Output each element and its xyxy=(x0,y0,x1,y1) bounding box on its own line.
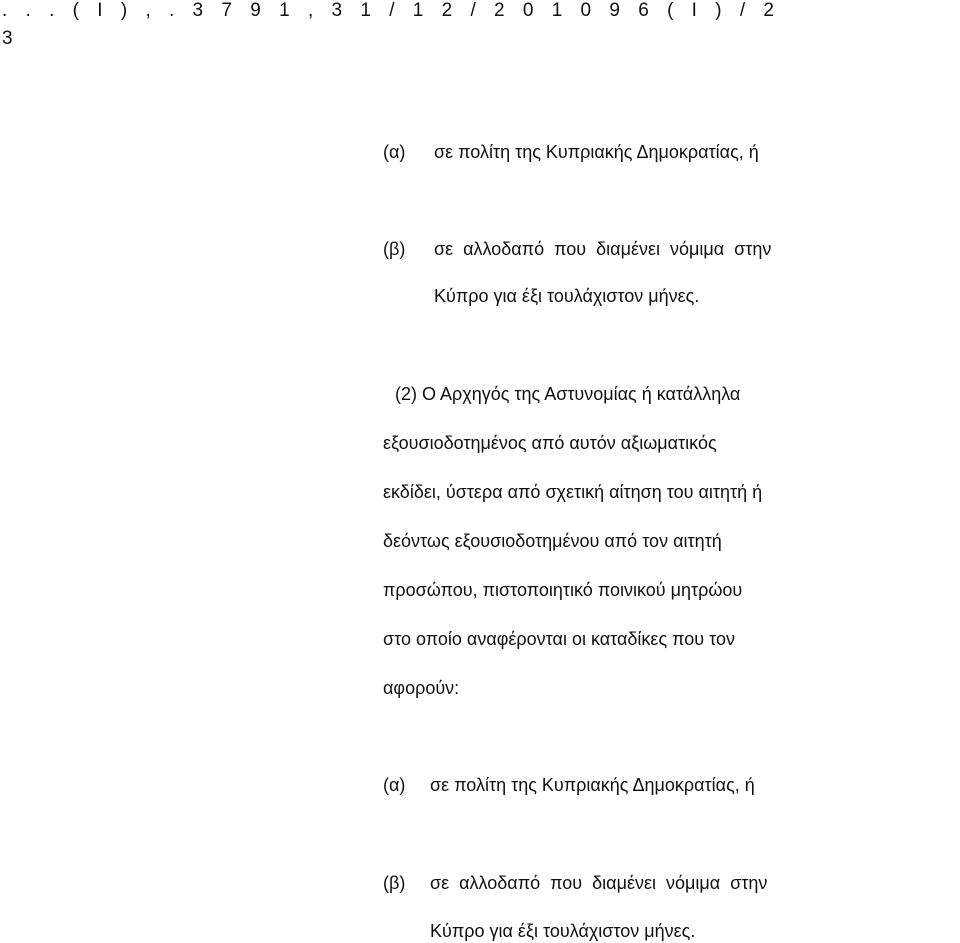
paragraph-line: εξουσιοδοτημένος από αυτόν αξιωματικός xyxy=(383,433,717,453)
list-item-b-text-line2: Κύπρο για έξι τουλάχιστον μήνες. xyxy=(430,921,696,941)
law-reference-header: . . . ( Ι ) , . 3 7 9 1 , 3 1 / 1 2 / 2 0 1 0 9 6 ( Ι ) / 2 xyxy=(2,0,781,21)
list-item-b-text-line1: σε αλλοδαπό που διαμένει νόμιμα στην xyxy=(434,239,772,259)
list-item-b-label: (β) xyxy=(383,239,406,259)
paragraph-line: εκδίδει, ύστερα από σχετική αίτηση του αιτητή ή xyxy=(383,482,763,502)
list-item-a-label: (α) xyxy=(383,775,406,795)
paragraph-line: (2) Ο Αρχηγός της Αστυνομίας ή κατάλληλα xyxy=(395,384,741,404)
list-item-a-text: σε πολίτη της Κυπριακής Δημοκρατίας, ή xyxy=(430,775,755,795)
paragraph-line: προσώπου, πιστοποιητικό ποινικού μητρώου xyxy=(383,580,743,600)
paragraph-line: δεόντως εξουσιοδοτημένου από τον αιτητή xyxy=(383,531,722,551)
list-item-b-text-line2: Κύπρο για έξι τουλάχιστον μήνες. xyxy=(434,286,700,306)
list-item-b-text-line1: σε αλλοδαπό που διαμένει νόμιμα στην xyxy=(430,873,768,893)
paragraph-line: αφορούν: xyxy=(383,678,460,698)
paragraph-line: στο οποίο αναφέρονται οι καταδίκες που τον xyxy=(383,629,736,649)
list-item-a-label: (α) xyxy=(383,142,406,162)
list-item-b-label: (β) xyxy=(383,873,406,893)
list-item-a-text: σε πολίτη της Κυπριακής Δημοκρατίας, ή xyxy=(434,142,759,162)
law-reference-continuation: 3 xyxy=(2,28,13,49)
